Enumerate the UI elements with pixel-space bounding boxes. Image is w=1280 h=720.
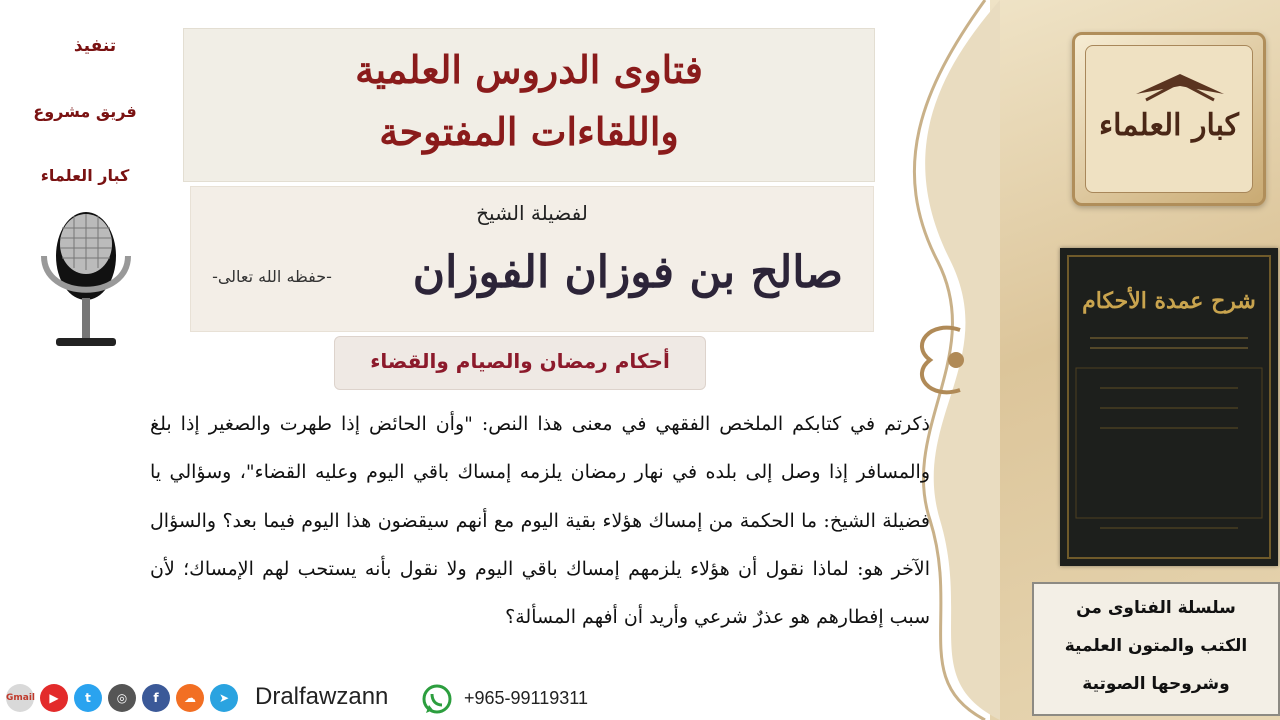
topic-badge xyxy=(334,336,706,390)
kibar-ulama-logo xyxy=(1072,32,1266,206)
series-line-3: وشروحها الصوتية xyxy=(1082,674,1230,694)
title-line-1: فتاوى الدروس العلمية xyxy=(355,47,703,92)
gmail-icon[interactable] xyxy=(6,684,34,712)
credit-team: فريق مشروع xyxy=(33,102,137,121)
sheikh-box xyxy=(190,186,874,332)
series-box xyxy=(1032,582,1280,716)
sheikh-name: صالح بن فوزان الفوزان xyxy=(412,247,843,298)
youtube-icon[interactable] xyxy=(40,684,68,712)
book-cover xyxy=(1060,248,1278,566)
question-text: ذكرتم في كتابكم الملخص الفقهي في معنى هذا النص: "وأن الحائض إذا طهرت والصغير إذا بلغ والمسافر إذا وصل إلى بلده في نهار رمضان يلزمه إمساك باقي اليوم وعليه القضاء"، وسؤالي يا فضيلة الشيخ: ما الحكمة من إمساك هؤلاء بقية اليوم مع أنهم سيقضون هذا اليوم فيما بعد؟ والسؤال الآخر هو: لماذا نقول أن هؤلاء يلزمهم إمساك باقي اليوم ولا نقول بأنه يستحب لهم الإمساك؛ لأن سبب إفطارهم هو عذرٌ شرعي وأريد أن أفهم المسألة؟ xyxy=(150,413,930,628)
phone-number[interactable]: +965-99119311 xyxy=(464,688,588,708)
credit-execution: تنفيذ xyxy=(73,36,117,56)
twitter-icon-glyph: t xyxy=(85,691,91,705)
soundcloud-icon-glyph: ☁ xyxy=(184,691,196,705)
sheikh-honorific: -حفظه الله تعالى- xyxy=(212,267,332,286)
book-title: شرح عمدة الأحكام xyxy=(1082,288,1256,314)
title-line-2: واللقاءات المفتوحة xyxy=(379,109,679,154)
instagram-icon[interactable] xyxy=(108,684,136,712)
logo-frame xyxy=(1085,45,1253,193)
soundcloud-icon[interactable] xyxy=(176,684,204,712)
series-line-1: سلسلة الفتاوى من xyxy=(1076,598,1236,618)
quran-stand-icon xyxy=(1132,64,1228,104)
whatsapp-icon[interactable] xyxy=(420,683,454,717)
youtube-icon-glyph: ▶ xyxy=(49,691,59,705)
twitter-icon[interactable] xyxy=(74,684,102,712)
gmail-icon-glyph: Gmail xyxy=(6,693,36,703)
telegram-icon-glyph: ➤ xyxy=(218,691,230,705)
facebook-icon-glyph: f xyxy=(153,691,159,705)
footer-bar xyxy=(0,680,900,720)
credit-project: كبار العلماء xyxy=(40,166,130,185)
telegram-icon[interactable] xyxy=(210,684,238,712)
logo-text: كبار العلماء xyxy=(1099,108,1239,143)
facebook-icon[interactable] xyxy=(142,684,170,712)
series-line-2: الكتب والمتون العلمية xyxy=(1064,636,1248,656)
title-box xyxy=(183,28,875,182)
instagram-icon-glyph: ◎ xyxy=(116,691,128,705)
microphone-icon xyxy=(36,206,136,356)
topic-label: أحكام رمضان والصيام والقضاء xyxy=(370,349,670,373)
sheikh-intro: لفضيلة الشيخ xyxy=(476,201,588,225)
social-handle[interactable]: Dralfawzann xyxy=(255,683,389,710)
